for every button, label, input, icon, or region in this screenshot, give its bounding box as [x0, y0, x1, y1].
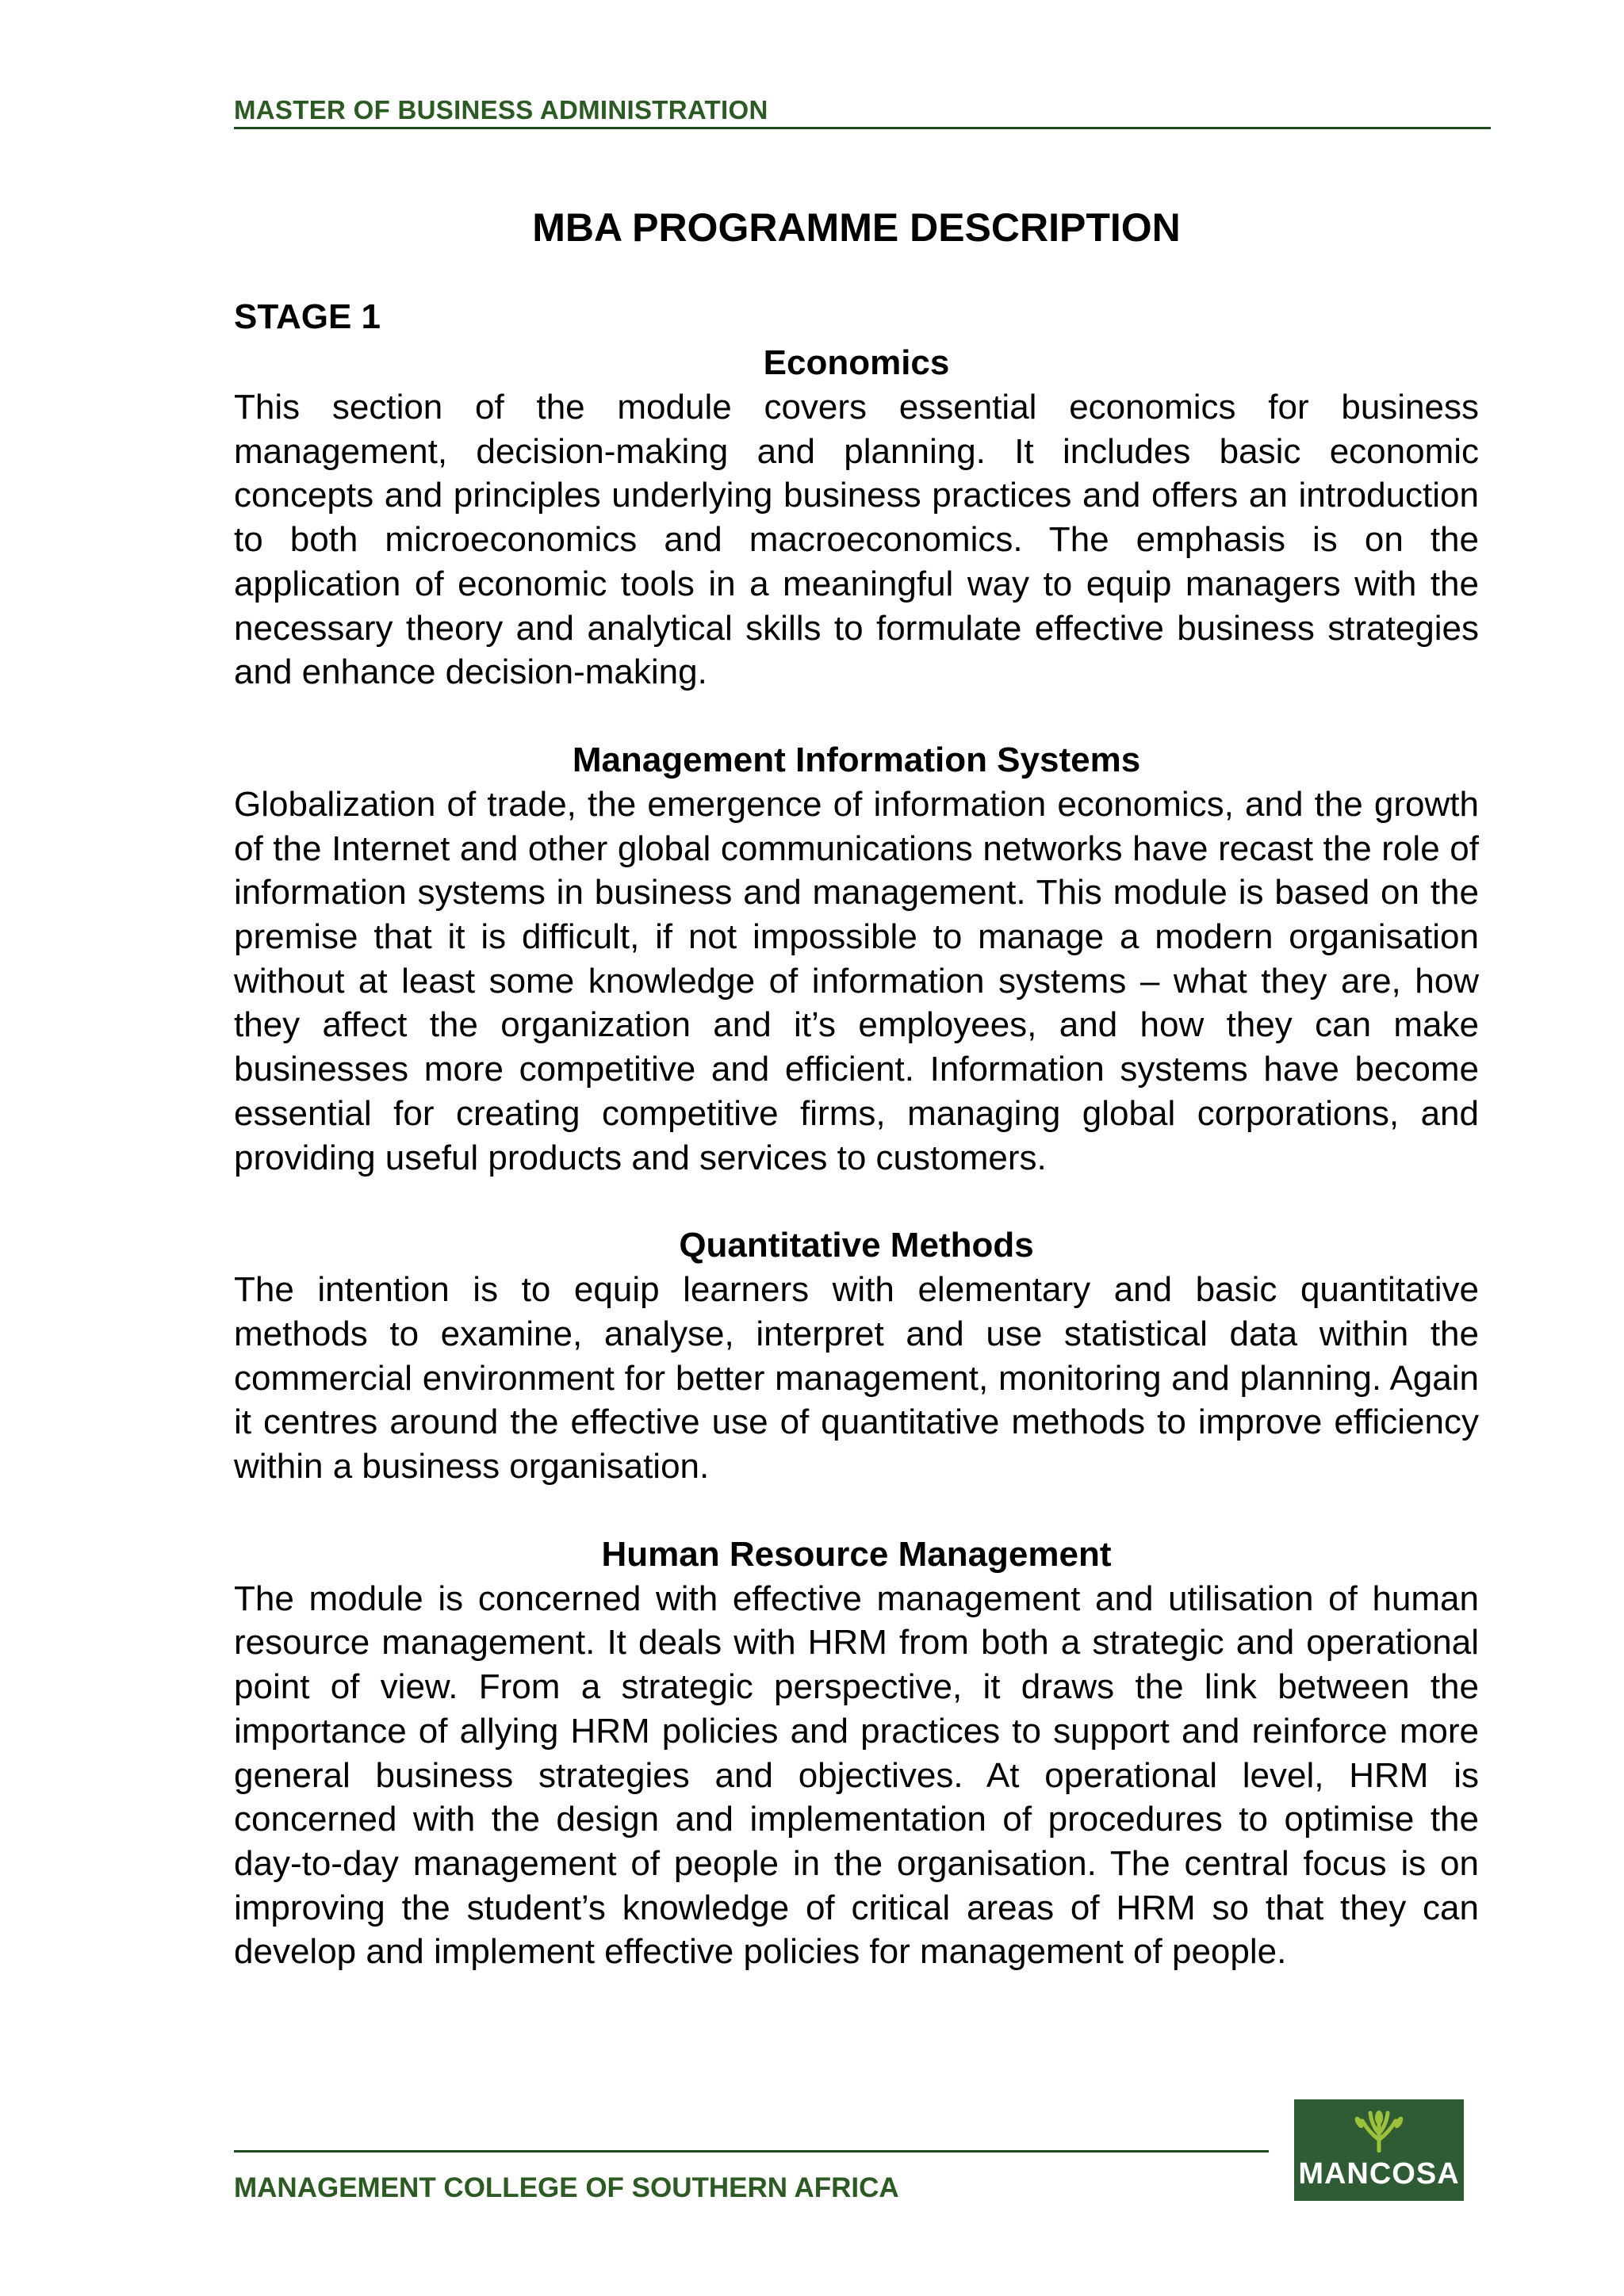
running-header	[234, 95, 1491, 129]
running-header-title: MASTER OF BUSINESS ADMINISTRATION	[234, 95, 768, 124]
section-heading: Management Information Systems	[572, 740, 1141, 779]
footer-college-name: MANAGEMENT COLLEGE OF SOUTHERN AFRICA	[234, 2172, 899, 2203]
wheat-sheaf-icon	[1351, 2108, 1407, 2152]
section-human-resource-management	[234, 1533, 1479, 1974]
footer-divider	[234, 2150, 1269, 2152]
section-paragraph: Globalization of trade, the emergence of information economics, and the growth of the Internet and other global communications networks have recast the role of information systems in business and management. This module is based on the premise that it is difficult, if not impossible to manage a modern organisation without at least some knowledge of information systems – what they are, how they affect the organization and it’s employees, and how they can make businesses more competitive and efficient. Information systems have become essential for creating competitive firms, managing global corporations, and providing useful products and services to customers.	[234, 784, 1479, 1177]
section-heading: Economics	[763, 343, 950, 382]
section-heading: Quantitative Methods	[679, 1226, 1034, 1265]
section-management-information-systems	[234, 738, 1479, 1180]
content-body	[234, 341, 1479, 2018]
page-title: MBA PROGRAMME DESCRIPTION	[532, 205, 1181, 250]
section-paragraph: The module is concerned with effective management and utilisation of human resource management. It deals with HRM from both a strategic and operational point of view. From a strategic perspective, it draws the link between the importance of allying HRM policies and practices to support and reinforce more general business strategies and objectives. At operational level, HRM is concerned with the design and implementation of procedures to optimise the day-to-day management of people in the organisation. The central focus is on improving the student’s knowledge of critical areas of HRM so that they can develop and implement effective policies for management of people.	[234, 1578, 1479, 1972]
section-paragraph: The intention is to equip learners with elementary and basic quantitative methods to examine, analyse, interpret and use statistical data within the commercial environment for better management, monitoring and planning. Again it centres around the effective use of quantitative methods to improve efficiency within a business organisation.	[234, 1270, 1479, 1487]
section-heading: Human Resource Management	[601, 1534, 1112, 1574]
section-paragraph: This section of the module covers essential economics for business management, decision-making and planning. It includes basic economic concepts and principles underlying business practices and offers an introduction to both microeconomics and macroeconomics. The emphasis is on the application of economic tools in a meaningful way to equip managers with the necessary theory and analytical skills to formulate effective business strategies and enhance decision-making.	[234, 388, 1479, 692]
logo-wordmark: MANCOSA	[1298, 2157, 1460, 2191]
section-quantitative-methods	[234, 1223, 1479, 1489]
stage-label: STAGE 1	[234, 297, 381, 336]
mancosa-logo	[1294, 2099, 1464, 2201]
section-economics	[234, 341, 1479, 695]
